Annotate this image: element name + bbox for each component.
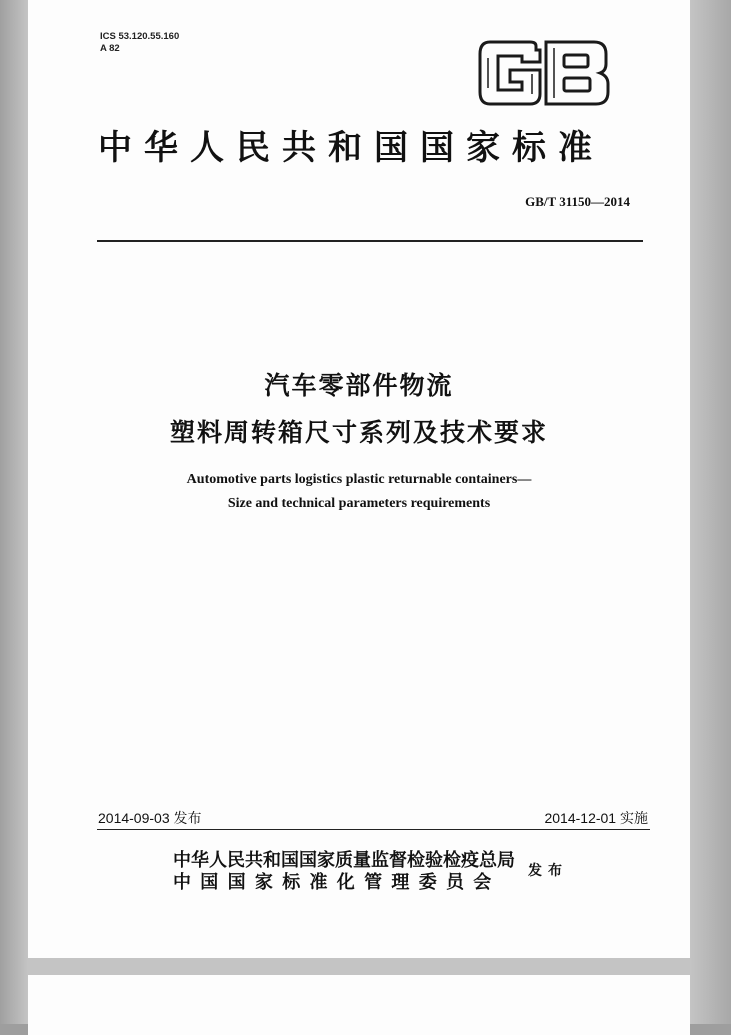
ccs-code: A 82 — [100, 43, 120, 54]
next-document-page — [28, 975, 690, 1035]
issuer-aqsiq: 中华人民共和国国家质量监督检验检疫总局 — [173, 850, 515, 871]
title-chinese-line2: 塑料周转箱尺寸系列及技术要求 — [169, 418, 548, 447]
title-english-line2: Size and technical parameters requirements — [227, 496, 491, 511]
classification-codes — [100, 31, 179, 55]
ics-code: ICS 53.120.55.160 — [100, 31, 180, 42]
issue-date: 2014-09-03 发布 — [98, 810, 202, 826]
implementation-date: 2014-12-01 实施 — [544, 810, 648, 826]
title-english-line1: Automotive parts logistics plastic returnable containers— — [186, 472, 532, 487]
issue-label: 发布 — [528, 863, 568, 879]
standard-number: GB/T 31150—2014 — [525, 194, 630, 209]
gb-logo — [476, 40, 610, 106]
divider-top — [97, 240, 643, 242]
gb-logo-b — [546, 42, 608, 104]
divider-bottom — [97, 829, 650, 830]
standard-title: 中华人民共和国国家标准 — [98, 128, 604, 168]
gb-logo-g — [480, 42, 540, 104]
issuer-sac: 中国国家标准化管理委员会 — [173, 872, 501, 893]
document-page — [28, 0, 690, 958]
title-chinese-line1: 汽车零部件物流 — [264, 371, 454, 400]
